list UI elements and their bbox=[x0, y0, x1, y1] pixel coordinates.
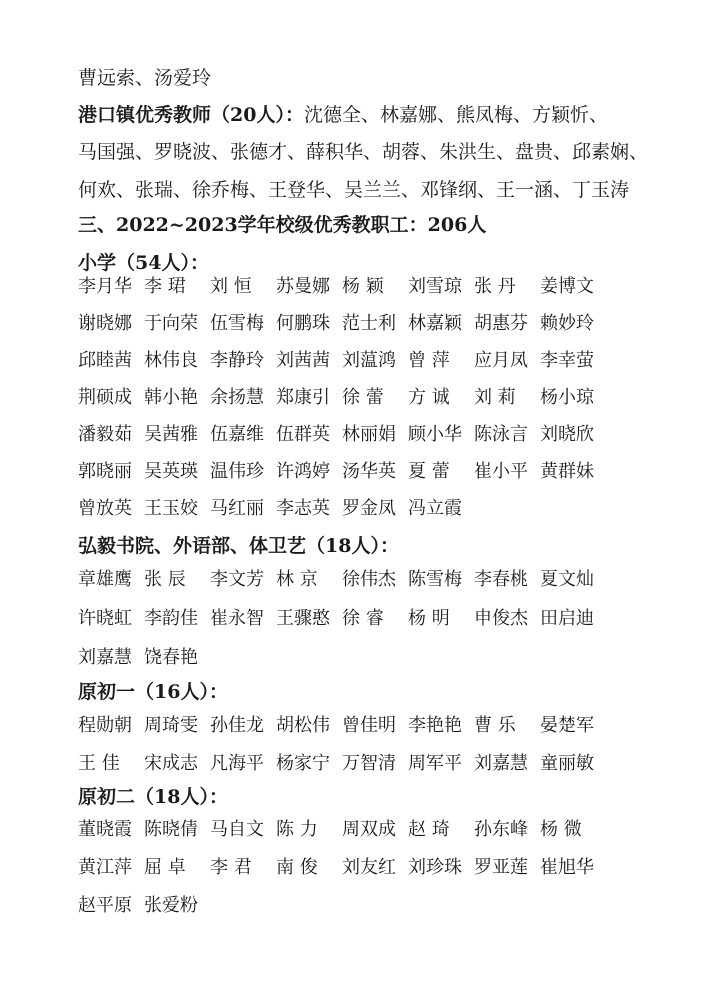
teacher-name: 罗金凤 bbox=[342, 498, 396, 519]
teacher-name: 周军平 bbox=[408, 753, 462, 774]
teacher-name: 李艳艳 bbox=[408, 715, 462, 736]
teacher-name: 林伟良 bbox=[144, 350, 198, 371]
teacher-name: 李 珺 bbox=[144, 276, 186, 297]
teacher-name: 伍群英 bbox=[276, 424, 330, 445]
teacher-name: 饶春艳 bbox=[144, 647, 198, 668]
teacher-name: 刘蕰鸿 bbox=[342, 350, 396, 371]
teacher-name: 林丽娟 bbox=[342, 424, 396, 445]
teacher-name: 董晓霞 bbox=[78, 819, 132, 840]
teacher-name: 许晓虹 bbox=[78, 608, 132, 629]
teacher-name: 童丽敏 bbox=[540, 753, 594, 774]
teacher-name: 刘雪琼 bbox=[408, 276, 462, 297]
teacher-name: 周双成 bbox=[342, 819, 396, 840]
teacher-name: 杨 明 bbox=[408, 608, 450, 629]
teacher-name: 夏文灿 bbox=[540, 569, 594, 590]
teacher-name: 刘晓欣 bbox=[540, 424, 594, 445]
teacher-name: 徐 睿 bbox=[342, 608, 384, 629]
teacher-name: 张 辰 bbox=[144, 569, 186, 590]
hk-line-2: 马国强、罗晓波、张德才、薛积华、胡蓉、朱洪生、盘贵、邱素娴、 bbox=[78, 141, 649, 163]
teacher-name: 陈晓倩 bbox=[144, 819, 198, 840]
teacher-name: 宋成志 bbox=[144, 753, 198, 774]
hk-line-3: 何欢、张瑞、徐乔梅、王登华、吴兰兰、邓锋纲、王一涵、丁玉涛 bbox=[78, 179, 630, 201]
teacher-name: 李 君 bbox=[210, 857, 252, 878]
teacher-name: 冯立霞 bbox=[408, 498, 462, 519]
teacher-name: 赖妙玲 bbox=[540, 313, 594, 334]
teacher-name: 孙东峰 bbox=[474, 819, 528, 840]
yc1-names bbox=[78, 714, 638, 776]
teacher-name: 章雄鹰 bbox=[78, 569, 132, 590]
teacher-name: 李韵佳 bbox=[144, 608, 198, 629]
teacher-name: 夏 蕾 bbox=[408, 461, 450, 482]
teacher-name: 黄江萍 bbox=[78, 857, 132, 878]
teacher-name: 潘毅茹 bbox=[78, 424, 132, 445]
teacher-name: 伍嘉维 bbox=[210, 424, 264, 445]
section-heading-3: 三、2022~2023学年校级优秀教职工：206人 bbox=[78, 214, 487, 236]
teacher-name: 王骤憨 bbox=[276, 608, 330, 629]
teacher-name: 王玉姣 bbox=[144, 498, 198, 519]
teacher-name: 陈 力 bbox=[276, 819, 318, 840]
teacher-name: 应月凤 bbox=[474, 350, 528, 371]
teacher-name: 徐伟杰 bbox=[342, 569, 396, 590]
teacher-name: 杨小琼 bbox=[540, 387, 594, 408]
teacher-name: 马红丽 bbox=[210, 498, 264, 519]
teacher-name: 崔旭华 bbox=[540, 857, 594, 878]
teacher-name: 韩小艳 bbox=[144, 387, 198, 408]
teacher-name: 刘友红 bbox=[342, 857, 396, 878]
teacher-name: 田启迪 bbox=[540, 608, 594, 629]
teacher-name: 刘珍珠 bbox=[408, 857, 462, 878]
teacher-name: 王 佳 bbox=[78, 753, 120, 774]
teacher-name: 李静玲 bbox=[210, 350, 264, 371]
teacher-name: 张爱粉 bbox=[144, 895, 198, 916]
teacher-name: 邱睦茜 bbox=[78, 350, 132, 371]
hongyi-title: 弘毅书院、外语部、体卫艺（18人）： bbox=[78, 535, 399, 557]
teacher-name: 余扬慧 bbox=[210, 387, 264, 408]
teacher-name: 晏楚军 bbox=[540, 715, 594, 736]
teacher-name: 刘 恒 bbox=[210, 276, 252, 297]
hk-names-1: 沈德全、林嘉娜、熊凤梅、方颖忻、 bbox=[303, 104, 608, 126]
teacher-name: 赵 琦 bbox=[408, 819, 450, 840]
teacher-name: 赵平原 bbox=[78, 895, 132, 916]
teacher-name: 南 俊 bbox=[276, 857, 318, 878]
teacher-name: 李月华 bbox=[78, 276, 132, 297]
teacher-name: 曾放英 bbox=[78, 498, 132, 519]
teacher-name: 郑康引 bbox=[276, 387, 330, 408]
teacher-name: 谢晓娜 bbox=[78, 313, 132, 334]
teacher-name: 黄群妹 bbox=[540, 461, 594, 482]
teacher-name: 吴英瑛 bbox=[144, 461, 198, 482]
teacher-name: 方 诚 bbox=[408, 387, 450, 408]
teacher-name: 苏曼娜 bbox=[276, 276, 330, 297]
teacher-name: 伍雪梅 bbox=[210, 313, 264, 334]
teacher-name: 顾小华 bbox=[408, 424, 462, 445]
teacher-name: 程勋朝 bbox=[78, 715, 132, 736]
yc2-title: 原初二（18人）： bbox=[78, 786, 228, 808]
teacher-name: 杨家宁 bbox=[276, 753, 330, 774]
hk-line-1 bbox=[78, 103, 667, 127]
primary-title: 小学（54人）： bbox=[78, 252, 209, 274]
teacher-name: 刘茜茜 bbox=[276, 350, 330, 371]
teacher-name: 李幸萤 bbox=[540, 350, 594, 371]
teacher-name: 李文芳 bbox=[210, 569, 264, 590]
teacher-name: 杨 颖 bbox=[342, 276, 384, 297]
teacher-name: 徐 蕾 bbox=[342, 387, 384, 408]
teacher-name: 许鸿婷 bbox=[276, 461, 330, 482]
teacher-name: 范士利 bbox=[342, 313, 396, 334]
teacher-name: 刘嘉慧 bbox=[474, 753, 528, 774]
teacher-name: 李志英 bbox=[276, 498, 330, 519]
teacher-name: 孙佳龙 bbox=[210, 715, 264, 736]
teacher-name: 崔小平 bbox=[474, 461, 528, 482]
teacher-name: 马自文 bbox=[210, 819, 264, 840]
primary-names bbox=[78, 275, 638, 521]
teacher-name: 林嘉颖 bbox=[408, 313, 462, 334]
teacher-name: 刘嘉慧 bbox=[78, 647, 132, 668]
teacher-name: 汤华英 bbox=[342, 461, 396, 482]
hongyi-names bbox=[78, 568, 638, 670]
yc2-names bbox=[78, 818, 638, 918]
teacher-name: 林 京 bbox=[276, 569, 318, 590]
teacher-name: 曹 乐 bbox=[474, 715, 516, 736]
teacher-name: 张 丹 bbox=[474, 276, 516, 297]
teacher-name: 万智清 bbox=[342, 753, 396, 774]
teacher-name: 曾 萍 bbox=[408, 350, 450, 371]
teacher-name: 曾佳明 bbox=[342, 715, 396, 736]
intro-line: 曹远索、汤爱玲 bbox=[78, 67, 212, 89]
teacher-name: 周琦雯 bbox=[144, 715, 198, 736]
teacher-name: 姜博文 bbox=[540, 276, 594, 297]
teacher-name: 于向荣 bbox=[144, 313, 198, 334]
teacher-name: 申俊杰 bbox=[474, 608, 528, 629]
hk-title: 港口镇优秀教师（20人）： bbox=[78, 104, 304, 126]
teacher-name: 胡惠芬 bbox=[474, 313, 528, 334]
yc1-title: 原初一（16人）： bbox=[78, 681, 228, 703]
teacher-name: 李春桃 bbox=[474, 569, 528, 590]
teacher-name: 罗亚莲 bbox=[474, 857, 528, 878]
teacher-name: 陈雪梅 bbox=[408, 569, 462, 590]
teacher-name: 胡松伟 bbox=[276, 715, 330, 736]
teacher-name: 荆硕成 bbox=[78, 387, 132, 408]
teacher-name: 何鹏珠 bbox=[276, 313, 330, 334]
teacher-name: 杨 微 bbox=[540, 819, 582, 840]
teacher-name: 郭晓丽 bbox=[78, 461, 132, 482]
teacher-name: 屈 卓 bbox=[144, 857, 186, 878]
teacher-name: 崔永智 bbox=[210, 608, 264, 629]
teacher-name: 吴茜雅 bbox=[144, 424, 198, 445]
teacher-name: 凡海平 bbox=[210, 753, 264, 774]
teacher-name: 刘 莉 bbox=[474, 387, 516, 408]
teacher-name: 温伟珍 bbox=[210, 461, 264, 482]
teacher-name: 陈泳言 bbox=[474, 424, 528, 445]
